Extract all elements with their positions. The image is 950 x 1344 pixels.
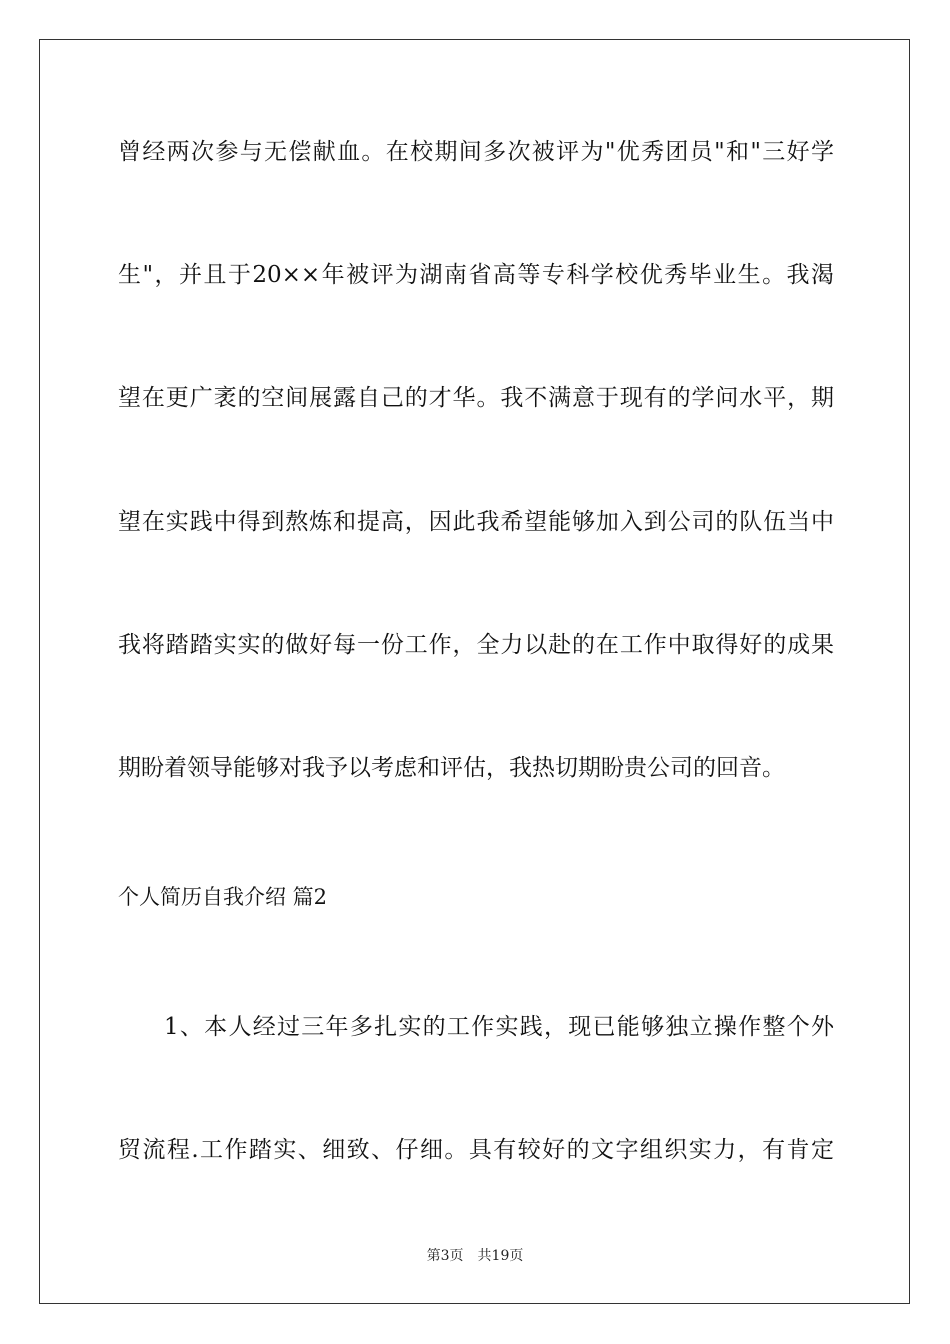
- body-line-1: 曾经两次参与无偿献血。在校期间多次被评为"优秀团员"和"三好学: [118, 139, 834, 165]
- section-heading: 个人简历自我介绍 篇2: [118, 885, 328, 909]
- page-border: [39, 39, 910, 1304]
- body-line-4: 望在实践中得到熬炼和提高，因此我希望能够加入到公司的队伍当中: [118, 509, 834, 535]
- page-footer: 第3页 共19页: [426, 1248, 524, 1264]
- body-line-5: 我将踏踏实实的做好每一份工作，全力以赴的在工作中取得好的成果: [118, 632, 834, 658]
- section-line-2: 贸流程.工作踏实、细致、仔细。具有较好的文字组织实力，有肯定: [118, 1137, 834, 1163]
- section-line-1: 1、本人经过三年多扎实的工作实践，现已能够独立操作整个外: [164, 1014, 834, 1040]
- body-line-6: 期盼着领导能够对我予以考虑和评估，我热切期盼贵公司的回音。: [118, 755, 785, 781]
- body-line-3: 望在更广袤的空间展露自己的才华。我不满意于现有的学问水平，期: [118, 385, 834, 411]
- body-line-2: 生"，并且于20××年被评为湖南省高等专科学校优秀毕业生。我渴: [118, 262, 834, 288]
